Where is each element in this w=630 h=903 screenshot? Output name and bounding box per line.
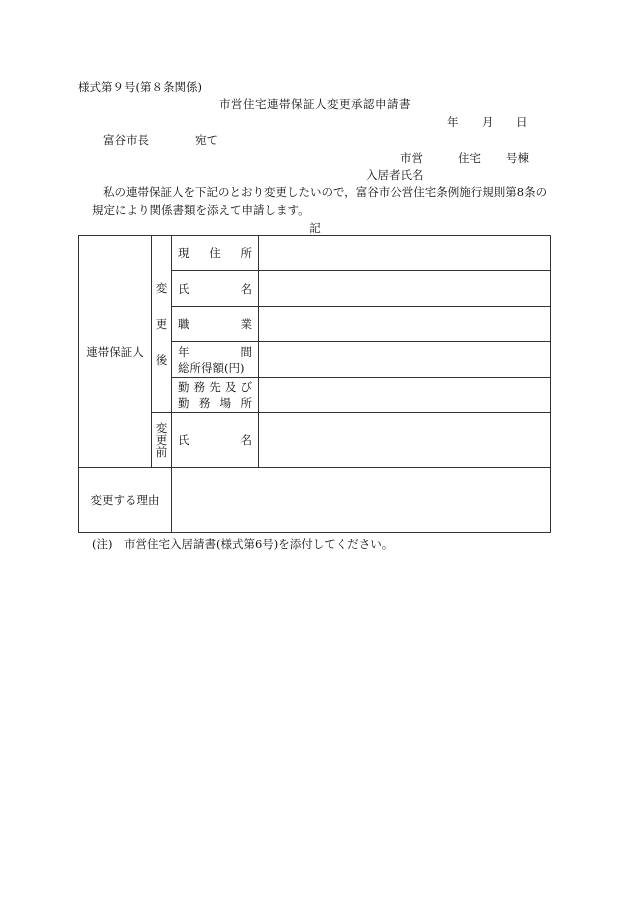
reason-label: 変更する理由	[90, 493, 160, 507]
current-address-field[interactable]	[259, 236, 550, 270]
occupation-label: 職 業	[178, 317, 252, 331]
name-field-after[interactable]	[259, 271, 550, 306]
housing-prefix: 市営	[400, 151, 423, 165]
date-day: 日	[516, 115, 528, 129]
name-field-before[interactable]	[259, 413, 550, 467]
annual-income-field[interactable]	[259, 342, 550, 377]
housing-label: 住宅	[458, 151, 481, 165]
building-label: 号棟	[506, 151, 529, 165]
attachment-note: (注) 市営住宅入居請書(様式第6号)を添付してください。	[92, 537, 394, 551]
guarantor-label: 連帯保証人	[86, 344, 144, 359]
date-month: 月	[482, 115, 494, 129]
addressee-name: 富谷市長	[103, 133, 149, 147]
employer-label: 勤 務 先 及 び 勤 務 場 所	[178, 380, 252, 410]
before-change-label: 変 更 前	[155, 421, 168, 459]
employer-field[interactable]	[259, 378, 550, 412]
guarantor-change-table	[78, 235, 551, 533]
resident-name-label: 入居者氏名	[366, 168, 424, 182]
reason-field[interactable]	[172, 468, 550, 532]
addressee-suffix: 宛て	[195, 133, 218, 147]
name-label-after: 氏 名	[178, 281, 252, 296]
current-address-label: 現 住 所	[178, 246, 252, 260]
after-change-label: 変 更 後	[155, 281, 168, 367]
form-number: 様式第９号(第８条関係)	[78, 80, 202, 94]
date-year: 年	[447, 115, 459, 129]
annual-income-label: 年 間 総所得額(円)	[178, 344, 252, 375]
occupation-field[interactable]	[259, 307, 550, 341]
ki-heading: 記	[309, 221, 321, 235]
body-text-line-1: 私の連帯保証人を下記のとおり変更したいので，富谷市公営住宅条例施行規則第8条の	[103, 185, 548, 199]
name-label-before: 氏 名	[178, 433, 252, 447]
body-text-line-2: 規定により関係書類を添えて申請します。	[92, 203, 310, 217]
document-title: 市営住宅連帯保証人変更承認申請書	[219, 97, 411, 111]
